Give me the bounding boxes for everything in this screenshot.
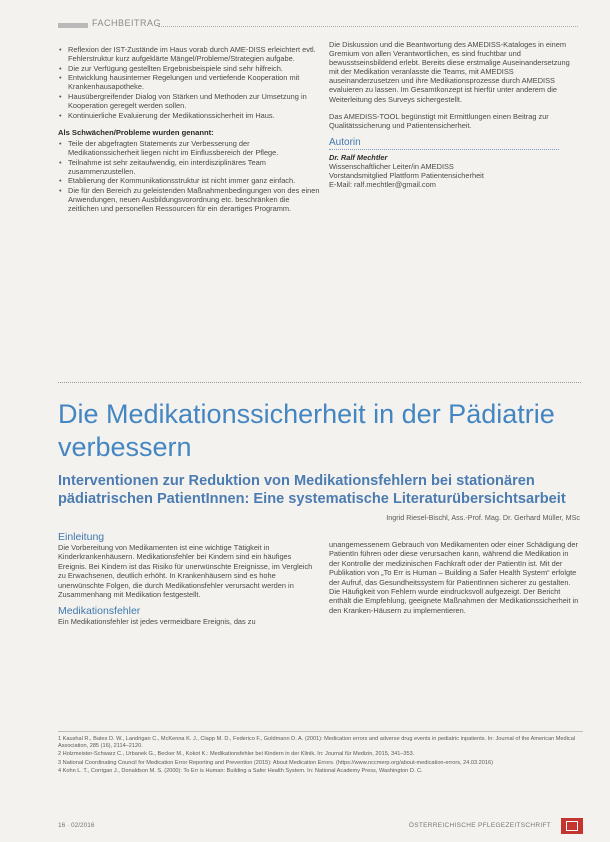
list-item: • Reflexion der IST-Zustände im Haus vorab durch AME-DISS erleichtert evtl. Fehlerstruktur kurz aufgeklärte Mängel/Probleme/Strategien aufgabe. [59, 45, 316, 64]
bullet-icon: • [59, 91, 62, 101]
list-item: • Entwicklung hausinterner Regelungen und vertiefende Kooperation mit Krankenhausapotheke. [59, 73, 300, 92]
article-divider [58, 382, 581, 383]
magazine-logo-icon [561, 818, 583, 834]
bullet-icon: • [59, 63, 62, 73]
list-item: • Hausübergreifender Dialog von Stärken und Methoden zur Umsetzung in Kooperation geregelt werden sollen. [59, 91, 307, 111]
article-left-column [58, 531, 320, 633]
list-item: • Etablierung der Kommunikationsstruktur ist nicht immer ganz einfach. [59, 176, 296, 186]
list-item: • Kontinuierliche Evaluierung der Medikationssicherheit im Haus. [59, 110, 275, 120]
medication-error-paragraph: Ein Medikationsfehler ist jedes vermeidbare Ereignis, das zu [58, 617, 256, 627]
continuation-paragraph: unangemessenem Gebrauch von Medikamenten oder einer Schädigung der PatientIn führen oder diese verursachen kann, während die Medikation in der Kontrolle der medizinischen Fachkraft oder der PatientIn ist. Mit der Publikation von „To Err is Human – Building a Safer Health System“ erfolgte der Aufruf, das Gesundheitssystem für PatientInnen sicherer zu gestalten. Die Häufigkeit von Fehlern wurde eindrucksvoll aufgezeigt. Der Bericht enthält die Empfehlung, geeignete Maßnahmen der Medikationssicherheit in den Kranken-Häusern zu implementieren. [329, 540, 579, 615]
page-footer [58, 820, 583, 834]
top-right-column [329, 40, 581, 189]
author-affiliation: Vorstandsmitglied Plattform Patientensicherheit [329, 171, 484, 181]
bullet-icon: • [59, 185, 62, 195]
magazine-name: ÖSTERREICHISCHE PFLEGEZEITSCHRIFT [408, 822, 551, 829]
footnote: 2 Holzmeister-Schwarz C., Urbanek G., Becker M., Kokot K.: Medikationsfehler bei Kindern in der Klinik. In: Journal für Medizin, 2015, 341–353. [58, 751, 415, 758]
section-rubric [58, 18, 578, 32]
list-item: • Die für den Bereich zu geleistenden Maßnahmenbedingungen von des einen Anwendungen, neuen Ausbildungsvorordnung etc. beschränken die zeitlichen und personellen Ressourcen für ein derartiges Programm. [59, 185, 320, 213]
list-item: • Teilnahme ist sehr zeitaufwendig, ein interdisziplinäres Team zusammenzustellen. [59, 157, 266, 176]
page-number: 16 · 02/2016 [58, 822, 95, 829]
closing-paragraph: Das AMEDISS-TOOL begünstigt mit Ermittlungen einen Beitrag zur Qualitätssicherung und Patientensicherheit. [329, 111, 549, 130]
footnote: 4 Kohn L. T., Corrigan J., Donaldson M. S. (2000): To Err is Human: Building a Safer Health System. In: National Academy Press, Washington D. C. [58, 767, 423, 774]
rubric-divider [158, 26, 578, 27]
bullet-icon: • [59, 45, 62, 54]
intro-heading: Einleitung [58, 531, 105, 543]
article-title: Die Medikationssicherheit in der Pädiatrie verbessern [58, 399, 555, 462]
bullet-icon: • [59, 157, 62, 167]
footnote: 3 National Coordinating Council for Medication Error Reporting and Prevention (2015): About Medication Errors. (https://www.nccmerp.org/about-medication-errors, 24.03.2016) [58, 759, 493, 766]
bullet-icon: • [59, 110, 62, 120]
rubric-bar [58, 23, 88, 28]
author-role: Wissenschaftlicher Leiter/in AMEDISS [329, 162, 454, 172]
article-right-column [329, 540, 581, 621]
list-item: • Teile der abgefragten Statements zur Verbesserung der Medikationssicherheit liegen nicht im Einflussbereich der Pflege. [59, 138, 279, 157]
conclusion-paragraph: Die Diskussion und die Beantwortung des AMEDISS-Kataloges in einem Gremium von allen Verantwortlichen, es sind fruchtbar und bewusstseinsbildend erlebt. Bereits diese erstmalige Auseinandersetzung mit der Medikation veranlasste die Teams, mit AMEDISS auseinanderzusetzen und ihre Medikationsprozesse durch AMEDISS evaluieren zu lassen. Im Gesamtkonzept ist hierfür unter anderem die Weiterleitung des Surveys sichergestellt. [329, 40, 570, 104]
intro-paragraph: Die Vorbereitung von Medikamenten ist eine wichtige Tätigkeit in Kinderkrankenhäusern. Medikationsfehler bei Kindern sind ein häufiges Ereignis. Bei Kindern ist das Risiko für unerwünschte Ereignisse, im Vergleich zu Erwachsenen, deutlich erhöht. In Krankenhäusern sind es hohe unerwünschte Folgen, die durch Medikationsfehler verursacht werden in Zusammenhang mit Medikation festgestellt. [58, 543, 313, 600]
bullet-icon: • [59, 73, 62, 83]
article-byline: Ingrid Riesel-Bischl, Ass.-Prof. Mag. Dr. Gerhard Müller, MSc [386, 513, 580, 522]
author-heading: Autorin [329, 136, 361, 148]
article-subtitle: Interventionen zur Reduktion von Medikationsfehlern bei stationären pädiatrischen PatientInnen: Eine systematische Literaturübersichtsarbeit [58, 473, 566, 507]
top-left-column [58, 45, 320, 214]
medication-error-heading: Medikationsfehler [58, 605, 141, 618]
bullet-icon: • [59, 138, 62, 148]
bullet-icon: • [59, 176, 62, 186]
footnotes [58, 731, 583, 776]
rubric-label: FACHBEITRAG [92, 18, 162, 28]
weaknesses-heading: Als Schwächen/Probleme wurden genannt: [58, 127, 214, 137]
footnote: 1 Kaushal R., Bates D. W., Landrigan C., McKenna K. J., Clapp M. D., Federico F., Goldmann D. A. (2001): Medication errors and adverse drug events in pediatric inpatients. In: Journal of the American Medical Association, 285 (16), 2114–2120. [58, 736, 576, 750]
weaknesses-list [58, 139, 320, 213]
author-email[interactable]: E-Mail: ralf.mechtler@gmail.com [329, 180, 436, 190]
strengths-list [58, 45, 320, 120]
author-divider [329, 149, 559, 150]
list-item: • Die zur Verfügung gestellten Ergebnisbeispiele sind sehr hilfreich. [59, 63, 283, 73]
author-name: Dr. Ralf Mechtler [329, 152, 388, 162]
